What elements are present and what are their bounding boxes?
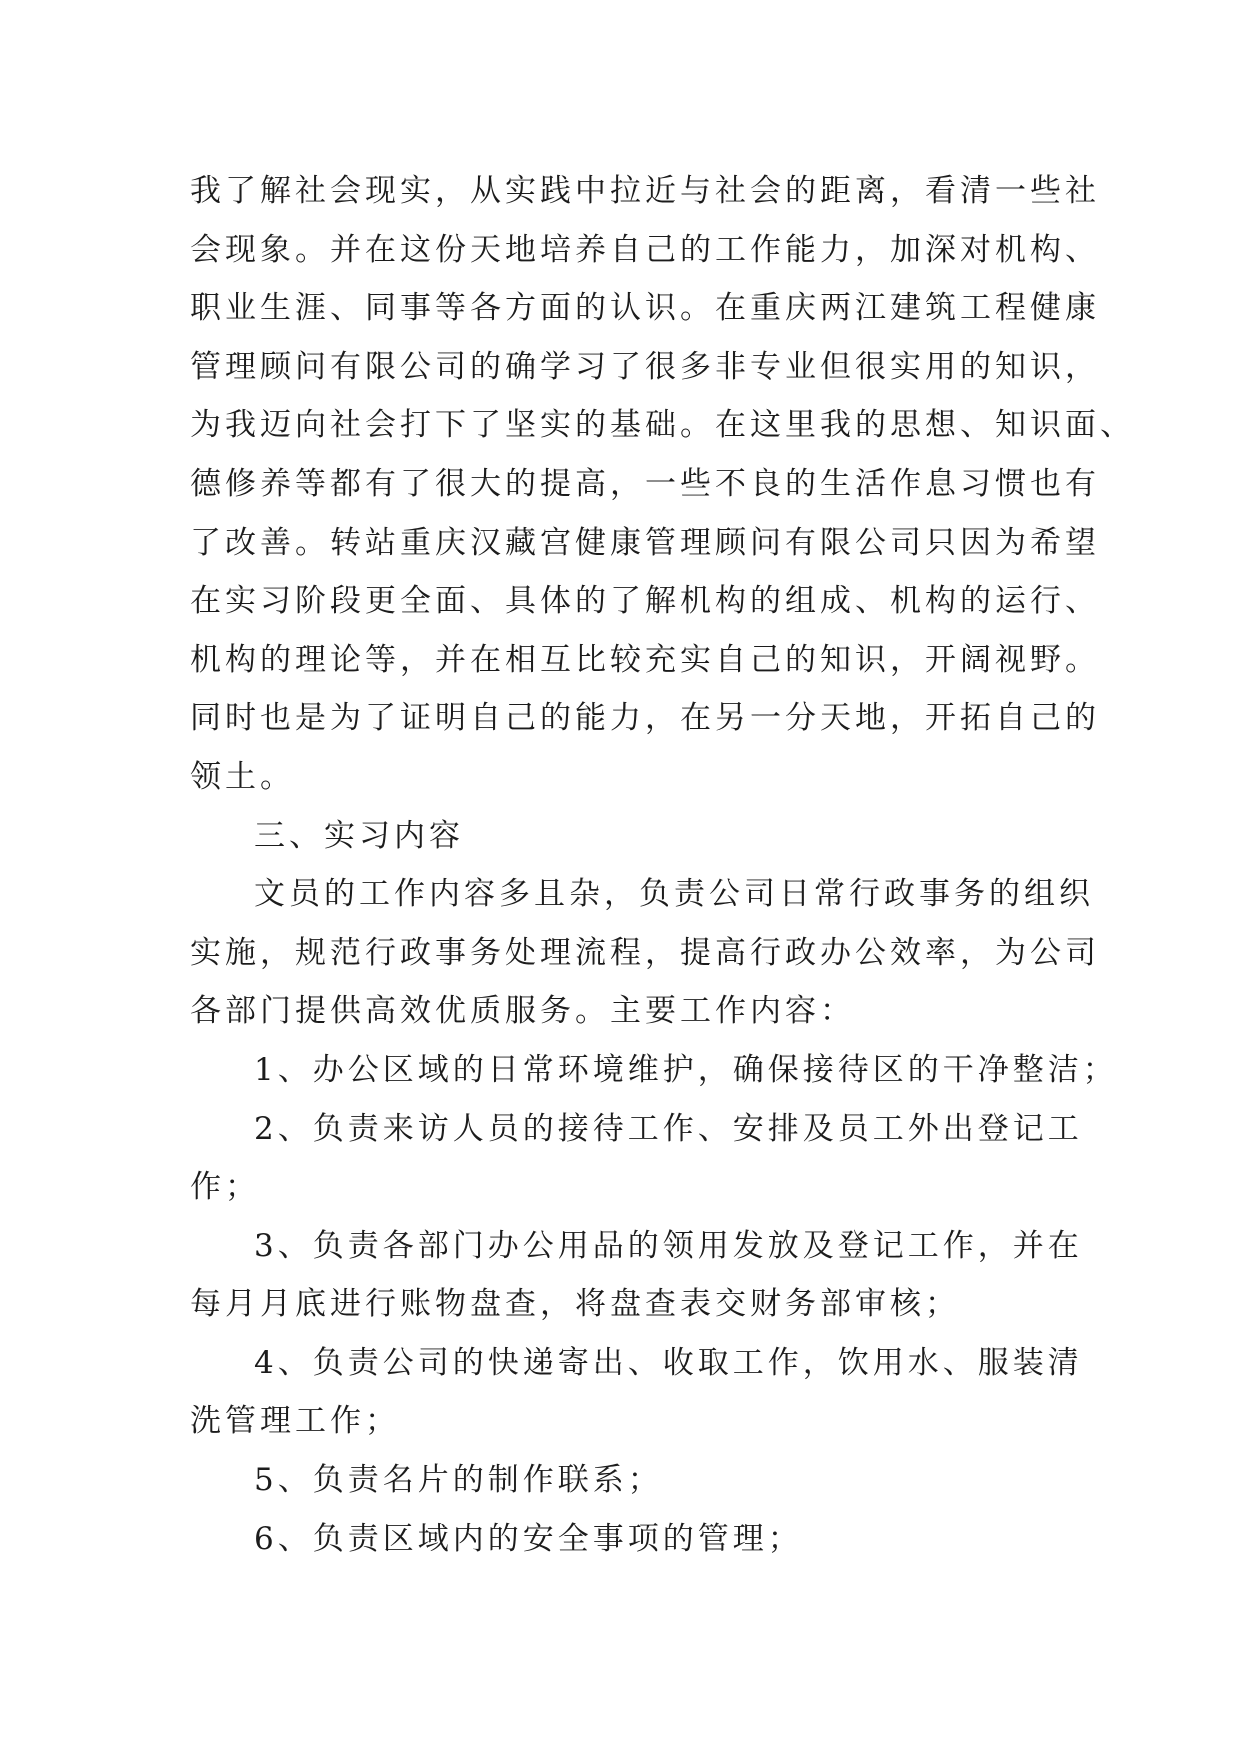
text-line: 实施，规范行政事务处理流程，提高行政办公效率，为公司 xyxy=(190,934,1100,971)
text-line: 在实习阶段更全面、具体的了解机构的组成、机构的运行、 xyxy=(190,583,1100,620)
document-body xyxy=(190,162,1135,1568)
list-item: 2、负责来访人员的接待工作、安排及员工外出登记工 xyxy=(254,1110,1083,1147)
list-item: 6、负责区域内的安全事项的管理； xyxy=(254,1520,803,1557)
text-line: 我了解社会现实，从实践中拉近与社会的距离，看清一些社 xyxy=(190,173,1100,209)
list-item-continuation: 洗管理工作； xyxy=(190,1403,400,1440)
text-line: 会现象。并在这份天地培养自己的工作能力，加深对机构、 xyxy=(190,231,1100,268)
text-line: 为我迈向社会打下了坚实的基础。在这里我的思想、知识面、 xyxy=(190,407,1135,444)
section-heading: 三、实习内容 xyxy=(254,817,464,854)
list-item: 4、负责公司的快递寄出、收取工作，饮用水、服装清 xyxy=(254,1344,1083,1381)
text-line: 机构的理论等，并在相互比较充实自己的知识，开阔视野。 xyxy=(190,641,1100,678)
text-line: 各部门提供高效优质服务。主要工作内容： xyxy=(190,993,855,1030)
list-item-continuation: 每月月底进行账物盘查，将盘查表交财务部审核； xyxy=(190,1286,960,1323)
text-line: 了改善。转站重庆汉藏宫健康管理顾问有限公司只因为希望 xyxy=(190,524,1100,561)
list-item: 5、负责名片的制作联系； xyxy=(254,1462,663,1499)
text-line: 同时也是为了证明自己的能力，在另一分天地，开拓自己的 xyxy=(190,700,1100,737)
list-item-continuation: 作； xyxy=(190,1169,260,1206)
list-item: 3、负责各部门办公用品的领用发放及登记工作，并在 xyxy=(254,1227,1083,1264)
paragraph-first-line: 文员的工作内容多且杂，负责公司日常行政事务的组织 xyxy=(254,876,1094,913)
text-line: 管理顾问有限公司的确学习了很多非专业但很实用的知识， xyxy=(190,348,1100,385)
text-line: 德修养等都有了很大的提高，一些不良的生活作息习惯也有 xyxy=(190,465,1100,502)
text-line: 领土。 xyxy=(190,758,295,795)
list-item: 1、办公区域的日常环境维护，确保接待区的干净整洁； xyxy=(254,1051,1118,1088)
text-line: 职业生涯、同事等各方面的认识。在重庆两江建筑工程健康 xyxy=(190,290,1100,327)
